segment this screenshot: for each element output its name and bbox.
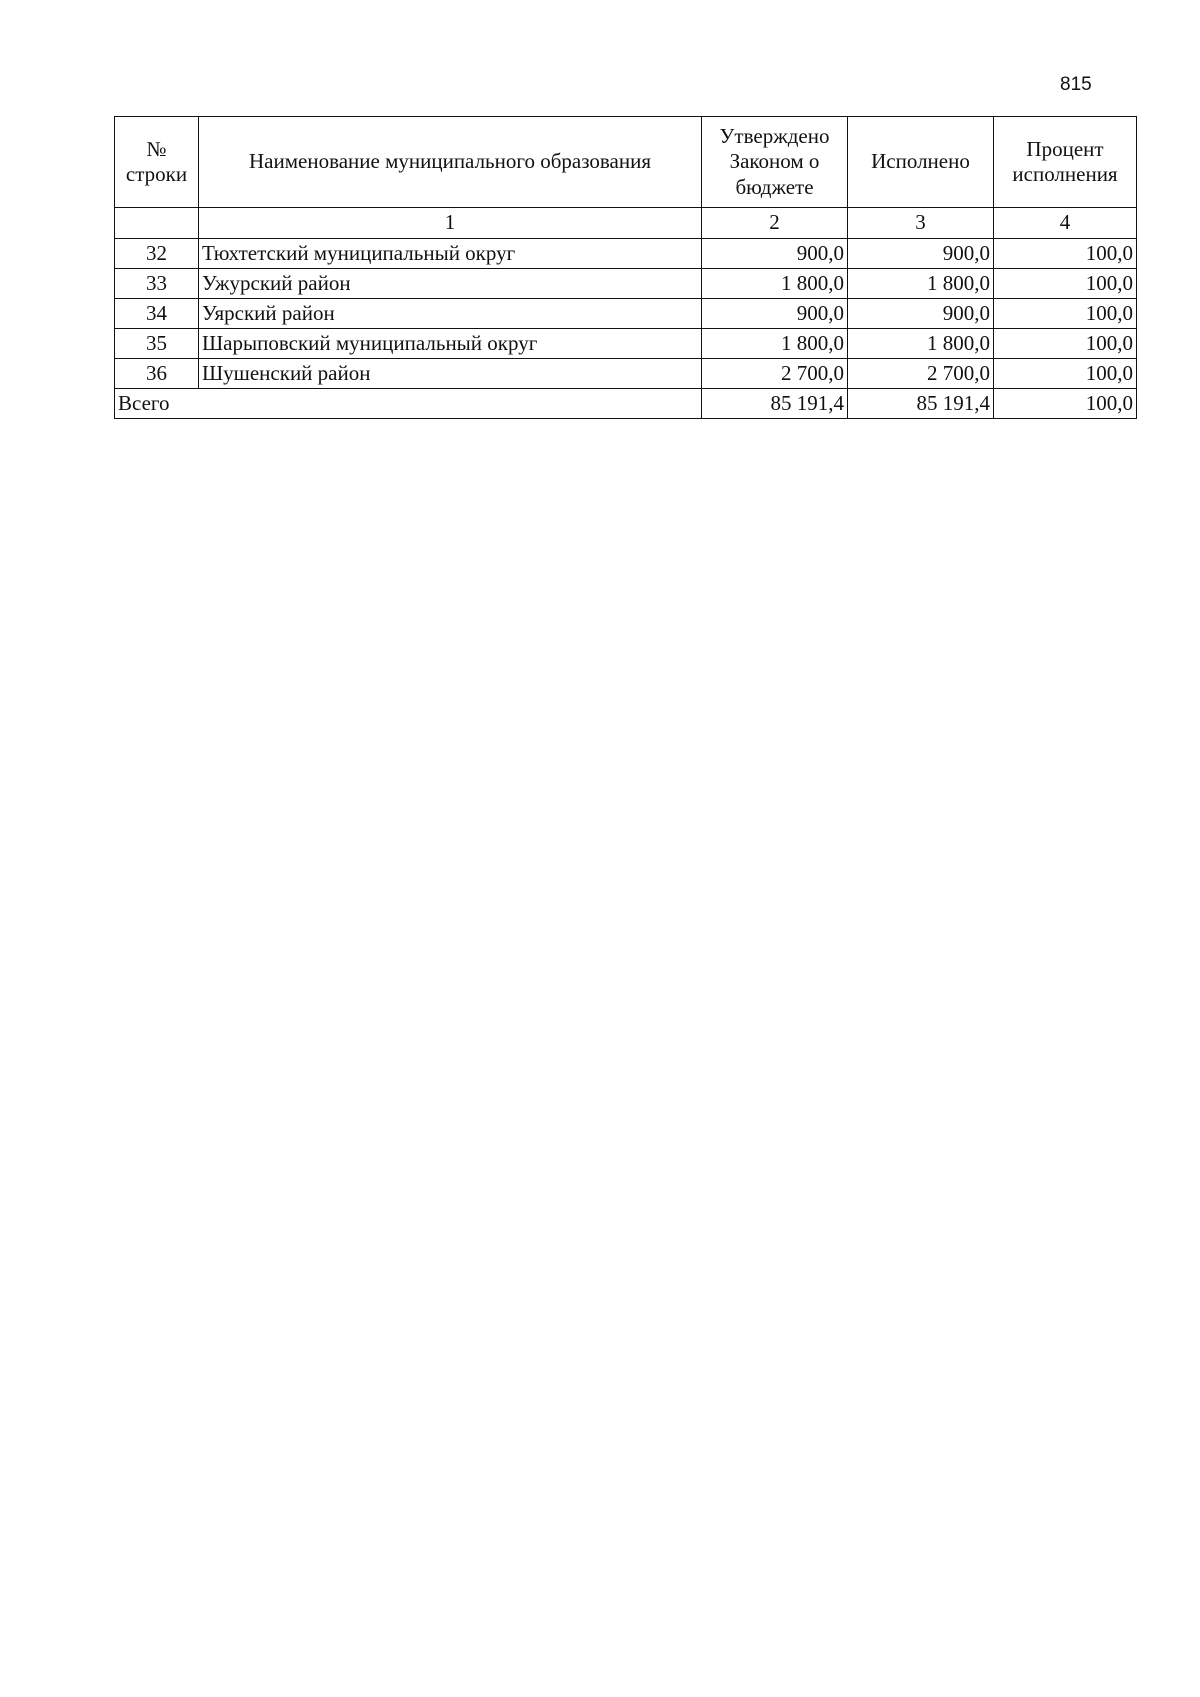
total-percent-value: 100,0: [994, 389, 1137, 419]
municipality-name: Шарыповский муниципальный округ: [199, 329, 702, 359]
executed-value: 900,0: [848, 299, 994, 329]
percent-value: 100,0: [994, 239, 1137, 269]
municipality-name: Ужурский район: [199, 269, 702, 299]
column-index-1: 1: [199, 208, 702, 239]
column-index-4: 4: [994, 208, 1137, 239]
executed-value: 2 700,0: [848, 359, 994, 389]
table-row: [115, 269, 1137, 299]
approved-value: 1 800,0: [702, 269, 848, 299]
approved-value: 1 800,0: [702, 329, 848, 359]
row-number: 34: [115, 299, 199, 329]
table-row: [115, 329, 1137, 359]
approved-value: 2 700,0: [702, 359, 848, 389]
executed-value: 1 800,0: [848, 329, 994, 359]
executed-value: 1 800,0: [848, 269, 994, 299]
column-index-0: [115, 208, 199, 239]
header-municipality-name: Наименование муниципального образования: [199, 117, 702, 208]
approved-value: 900,0: [702, 239, 848, 269]
municipality-name: Шушенский район: [199, 359, 702, 389]
header-approved: Утверждено Законом о бюджете: [702, 117, 848, 208]
executed-value: 900,0: [848, 239, 994, 269]
percent-value: 100,0: [994, 299, 1137, 329]
total-approved-value: 85 191,4: [702, 389, 848, 419]
percent-value: 100,0: [994, 359, 1137, 389]
row-number: 32: [115, 239, 199, 269]
percent-value: 100,0: [994, 329, 1137, 359]
column-index-row: [115, 208, 1137, 239]
approved-value: 900,0: [702, 299, 848, 329]
column-index-2: 2: [702, 208, 848, 239]
table-row: [115, 239, 1137, 269]
table-row: [115, 299, 1137, 329]
total-label: Всего: [115, 389, 702, 419]
row-number: 35: [115, 329, 199, 359]
municipality-name: Тюхтетский муниципальный округ: [199, 239, 702, 269]
row-number: 36: [115, 359, 199, 389]
header-row-number: № строки: [115, 117, 199, 208]
row-number: 33: [115, 269, 199, 299]
municipality-name: Уярский район: [199, 299, 702, 329]
total-row: [115, 389, 1137, 419]
column-index-3: 3: [848, 208, 994, 239]
total-executed-value: 85 191,4: [848, 389, 994, 419]
budget-execution-table: [114, 116, 1137, 419]
table-row: [115, 359, 1137, 389]
header-percent: Процент исполнения: [994, 117, 1137, 208]
percent-value: 100,0: [994, 269, 1137, 299]
header-executed: Исполнено: [848, 117, 994, 208]
page-number: 815: [1060, 74, 1092, 95]
table-header-row: [115, 117, 1137, 208]
